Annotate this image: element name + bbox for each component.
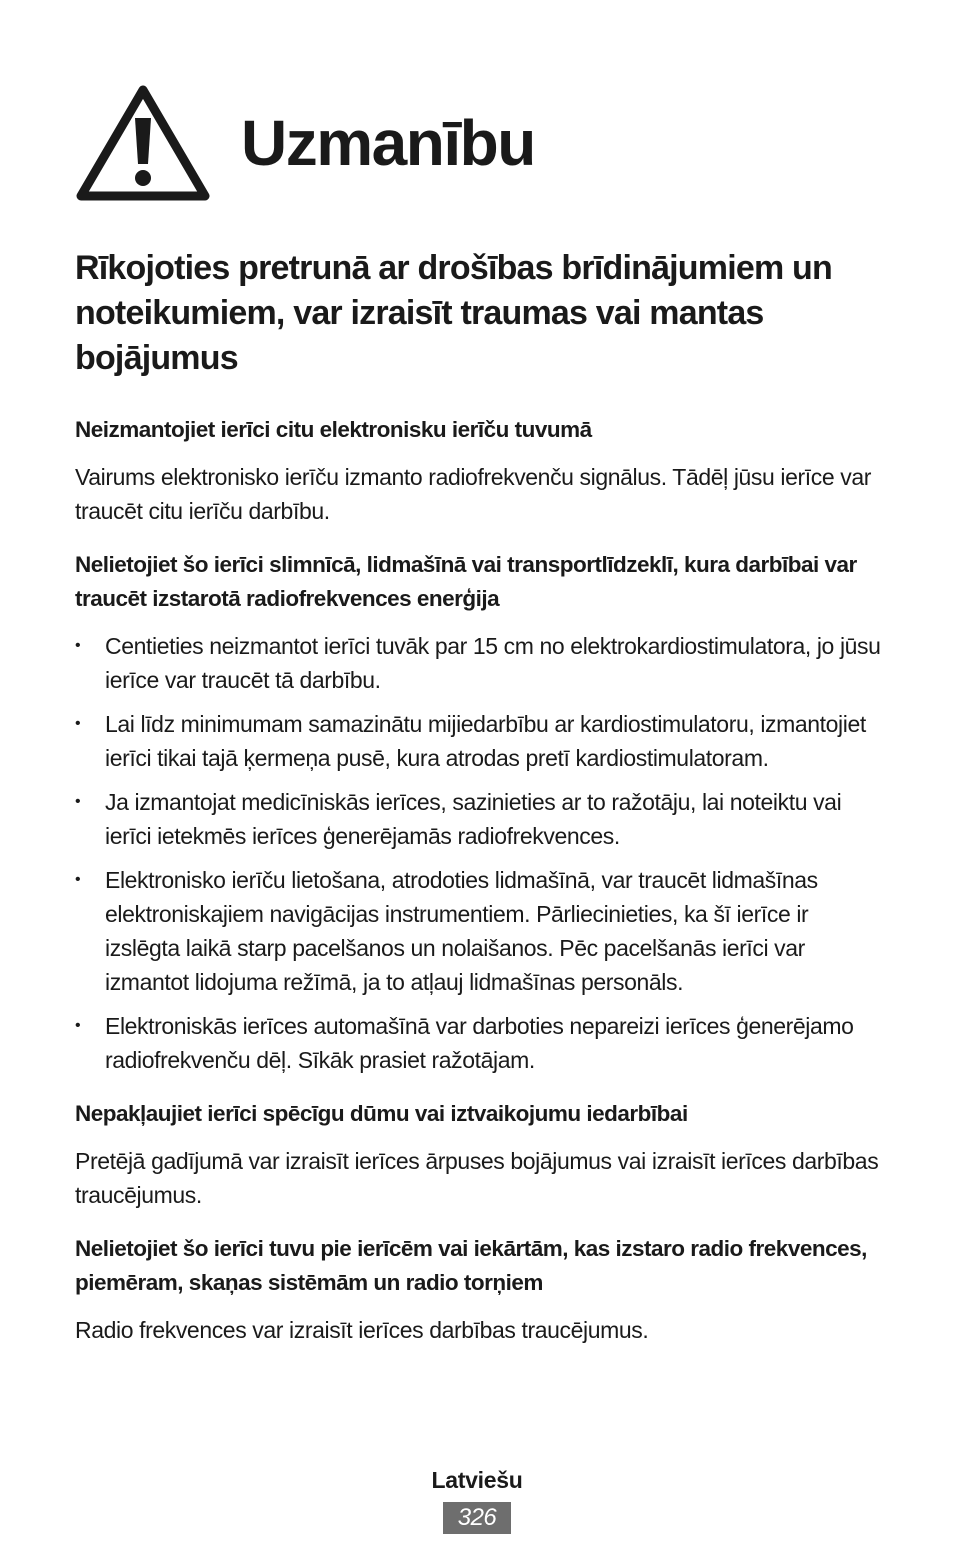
page-title: Uzmanību [241,107,535,179]
content [75,246,885,1367]
list-item [75,707,885,775]
bullet-list [75,629,885,1077]
section-heading: Nelietojiet šo ierīci slimnīcā, lidmašīnā vai transportlīdzeklī, kura darbībai var traucēt izstarotā radiofrekvences enerģija [75,552,857,611]
bullet-glyph: • [75,1017,81,1034]
list-item [75,785,885,853]
section-electronic-devices [75,413,885,528]
footer [0,1464,954,1534]
bullet-glyph: • [75,793,81,810]
bullet-glyph: • [75,871,81,888]
section-body: Vairums elektronisko ierīču izmanto radiofrekvenču signālus. Tādēļ jūsu ierīce var traucēt citu ierīču darbību. [75,464,871,524]
page-header [73,80,893,205]
section-heading: Neizmantojiet ierīci citu elektronisku ierīču tuvumā [75,417,592,442]
section-heading: Nelietojiet šo ierīci tuvu pie ierīcēm vai iekārtām, kas izstaro radio frekvences, piemēram, skaņas sistēmām un radio torņiem [75,1236,867,1295]
main-heading: Rīkojoties pretrunā ar drošības brīdinājumiem un noteikumiem, var izraisīt traumas vai mantas bojājumus [75,249,832,377]
section-body: Pretējā gadījumā var izraisīt ierīces ārpuses bojājumus vai izraisīt ierīces darbības traucējumus. [75,1148,879,1208]
list-item [75,629,885,697]
warning-icon [73,80,213,204]
bullet-glyph: • [75,715,81,732]
section-body: Radio frekvences var izraisīt ierīces darbības traucējumus. [75,1317,649,1343]
section-hospital-aircraft [75,548,885,1077]
list-item [75,863,885,999]
list-item-text: Elektronisko ierīču lietošana, atrodoties lidmašīnā, var traucēt lidmašīnas elektroniskajiem navigācijas instrumentiem. Pārliecinieties, ka šī ierīce ir izslēgta laikā starp pacelšanos un nolaišanos. Pēc pacelšanās ierīci var izmantot lidojuma režīmā, ja to atļauj lidmašīnas personāls. [105,867,818,995]
section-radio-towers [75,1232,885,1347]
section-smoke-fumes [75,1097,885,1212]
list-item-text: Ja izmantojat medicīniskās ierīces, sazinieties ar to ražotāju, lai noteiktu vai ierīci ietekmēs ierīces ģenerējamās radiofrekvences. [105,789,842,849]
page-number: 326 [443,1502,511,1534]
list-item-text: Lai līdz minimumam samazinātu mijiedarbību ar kardiostimulatoru, izmantojiet ierīci tikai tajā ķermeņa pusē, kura atrodas pretī kardiostimulatoram. [105,711,866,771]
list-item [75,1009,885,1077]
list-item-text: Elektroniskās ierīces automašīnā var darboties nepareizi ierīces ģenerējamo radiofrekvenču dēļ. Sīkāk prasiet ražotājam. [105,1013,854,1073]
bullet-glyph: • [75,637,81,654]
list-item-text: Centieties neizmantot ierīci tuvāk par 15 cm no elektrokardiostimulatora, jo jūsu ierīce var traucēt tā darbību. [105,633,881,693]
footer-language: Latviešu [431,1467,523,1493]
section-heading: Nepakļaujiet ierīci spēcīgu dūmu vai iztvaikojumu iedarbībai [75,1101,688,1126]
